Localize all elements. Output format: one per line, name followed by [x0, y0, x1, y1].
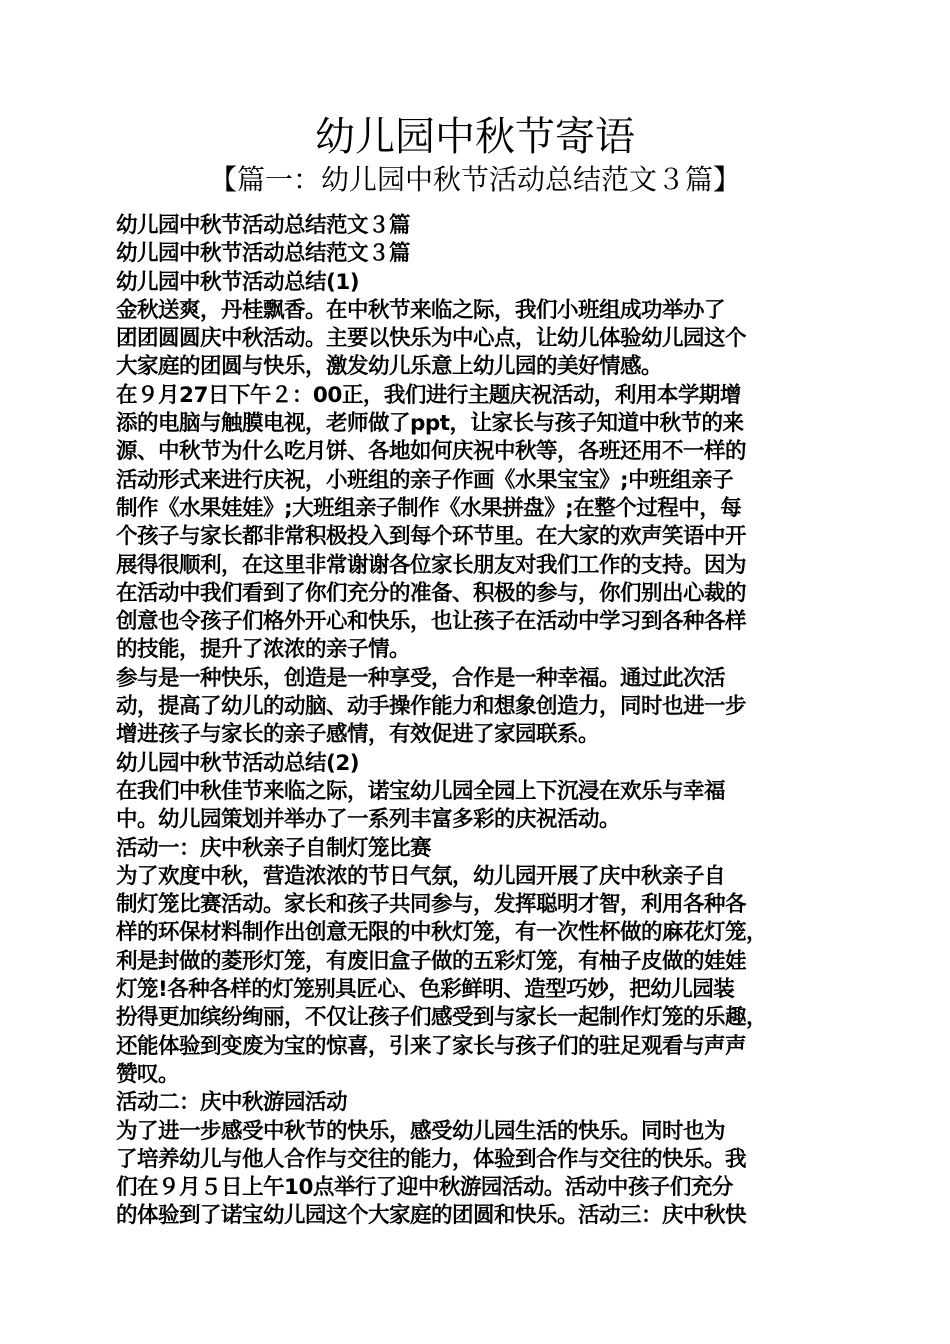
text-line: 增进孩子与家长的亲子感情，有效促进了家园联系。: [116, 722, 600, 748]
text-line: 参与是一种快乐，创造是一种享受，合作是一种幸福。通过此次活: [116, 665, 726, 691]
text-line: 在我们中秋佳节来临之际，诺宝幼儿园全园上下沉浸在欢乐与幸福: [116, 778, 726, 804]
document-title: 幼儿园中秋节寄语: [315, 114, 635, 160]
text-line: 源、中秋节为什么吃月饼、各地如何庆祝中秋等，各班还用不一样的: [116, 439, 747, 465]
text-line: 在活动中我们看到了你们充分的准备、积极的参与，你们别出心裁的: [116, 580, 747, 606]
text-line: 个孩子与家长都非常积极投入到每个环节里。在大家的欢声笑语中开: [116, 524, 747, 550]
text-line: 团团圆圆庆中秋活动。主要以快乐为中心点，让幼儿体验幼儿园这个: [116, 326, 747, 352]
text-line: 们在９月５日上午10点举行了迎中秋游园活动。活动中孩子们充分: [116, 1175, 733, 1201]
text-line: 大家庭的团圆与快乐，激发幼儿乐意上幼儿园的美好情感。: [116, 354, 663, 380]
document-subtitle: 【篇一：幼儿园中秋节活动总结范文３篇】: [208, 163, 741, 196]
text-line: 的体验到了诺宝幼儿园这个大家庭的团圆和快乐。活动三：庆中秋快: [116, 1203, 747, 1229]
text-line: 利是封做的菱形灯笼，有废旧盒子做的五彩灯笼，有柚子皮做的娃娃: [116, 948, 747, 974]
text-line: 样的环保材料制作出创意无限的中秋灯笼，有一次性杯做的麻花灯笼，: [116, 920, 768, 946]
text-line: 制作《水果娃娃》;大班组亲子制作《水果拼盘》;在整个过程中，每: [116, 495, 742, 521]
text-line: 幼儿园中秋节活动总结(2): [116, 750, 360, 776]
text-line: 在９月27日下午２：00正，我们进行主题庆祝活动，利用本学期增: [116, 382, 741, 408]
text-line: 了培养幼儿与他人合作与交往的能力，体验到合作与交往的快乐。我: [116, 1146, 747, 1172]
text-line: 添的电脑与触膜电视，老师做了ppt，让家长与孩子知道中秋节的来: [116, 411, 744, 437]
text-line: 制灯笼比赛活动。家长和孩子共同参与，发挥聪明才智，利用各种各: [116, 892, 747, 918]
text-line: 金秋送爽，丹桂飘香。在中秋节来临之际，我们小班组成功举办了: [116, 297, 726, 323]
text-line: 幼儿园中秋节活动总结范文３篇: [116, 213, 411, 238]
text-line: 幼儿园中秋节活动总结范文３篇: [116, 241, 411, 267]
text-line: 创意也令孩子们格外开心和快乐，也让孩子在活动中学习到各种各样: [116, 609, 747, 635]
text-line: 为了欢度中秋，营造浓浓的节日气氛，幼儿园开展了庆中秋亲子自: [116, 863, 726, 889]
text-line: 中。幼儿园策划并举办了一系列丰富多彩的庆祝活动。: [116, 807, 621, 833]
text-line: 展得很顺利，在这里非常谢谢各位家长朋友对我们工作的支持。因为: [116, 552, 747, 578]
text-line: 的技能，提升了浓浓的亲子情。: [116, 637, 411, 663]
text-line: 扮得更加缤纷绚丽，不仅让孩子们感受到与家长一起制作灯笼的乐趣，: [116, 1005, 768, 1031]
text-line: 赞叹。: [116, 1061, 180, 1087]
text-line: 为了进一步感受中秋节的快乐，感受幼儿园生活的快乐。同时也为: [116, 1118, 726, 1144]
text-line: 动，提高了幼儿的动脑、动手操作能力和想象创造力，同时也进一步: [116, 694, 747, 720]
text-line: 幼儿园中秋节活动总结(1): [116, 269, 360, 295]
text-line: 活动二：庆中秋游园活动: [116, 1090, 348, 1116]
text-line: 灯笼!各种各样的灯笼别具匠心、色彩鲜明、造型巧妙，把幼儿园装: [116, 977, 735, 1003]
text-line: 活动形式来进行庆祝，小班组的亲子作画《水果宝宝》;中班组亲子: [116, 467, 734, 493]
text-line: 还能体验到变废为宝的惊喜，引来了家长与孩子们的驻足观看与声声: [116, 1033, 747, 1059]
document-body: [116, 212, 836, 1231]
text-line: 活动一：庆中秋亲子自制灯笼比赛: [116, 835, 432, 861]
